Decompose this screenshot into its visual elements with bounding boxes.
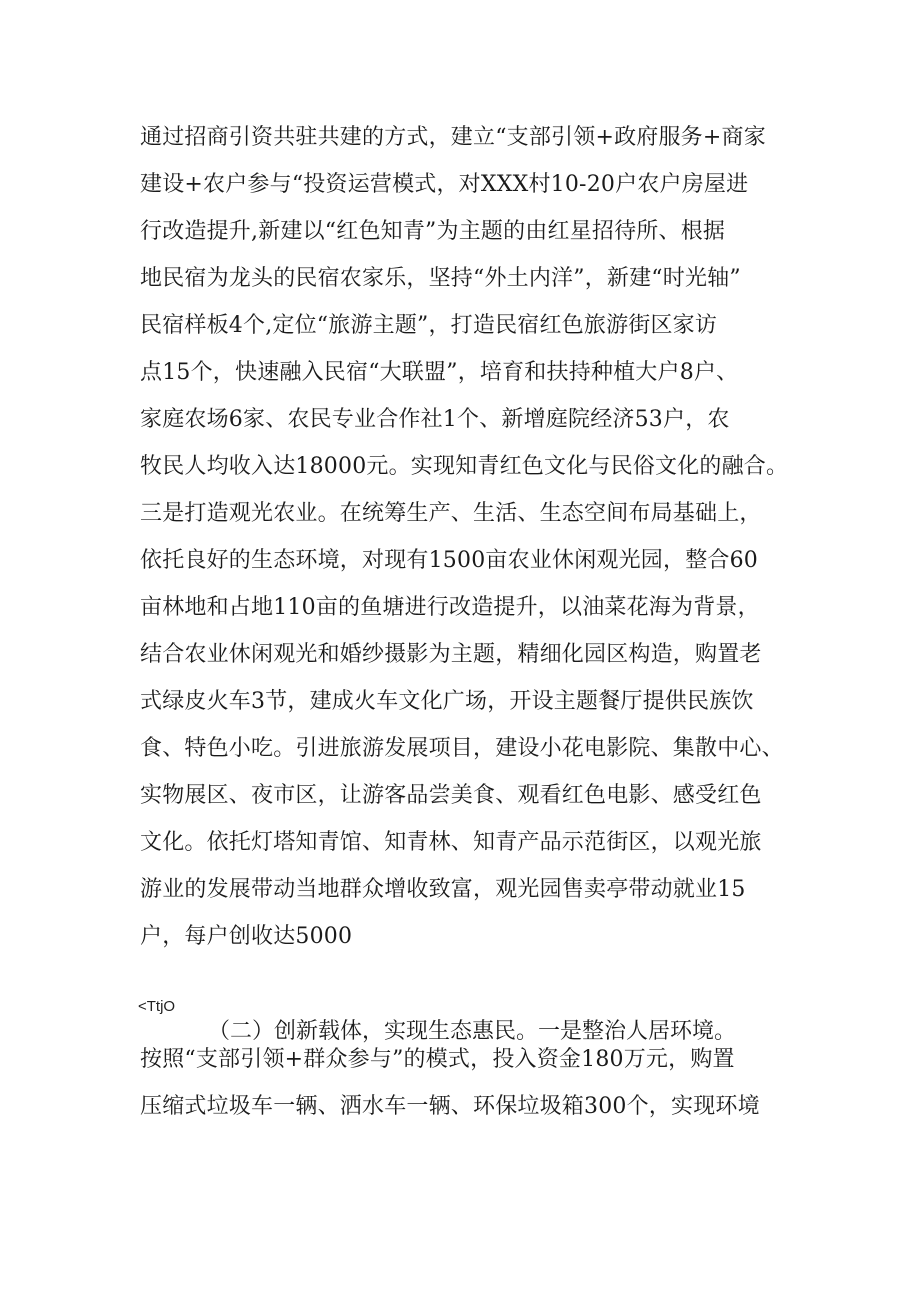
paragraph-body-2	[140, 1036, 790, 1130]
ocr-artifact-text: <TtjO	[138, 998, 176, 1015]
text-line: 食、特色小吃。引进旅游发展项目，建设小花电影院、集散中心、	[140, 736, 784, 761]
text-line: 实物展区、夜市区，让游客品尝美食、观看红色电影、感受红色	[140, 783, 762, 808]
paragraph-body	[140, 114, 790, 960]
text-line: 亩林地和占地110亩的鱼塘进行改造提升，以油菜花海为背景，	[140, 595, 760, 620]
text-line: 户，每户创收达5000	[140, 924, 353, 949]
text-line: 文化。依托灯塔知青馆、知青林、知青产品示范街区，以观光旅	[140, 830, 762, 855]
text-line: 压缩式垃圾车一辆、洒水车一辆、环保垃圾箱300个，实现环境	[140, 1094, 760, 1119]
text-line: 通过招商引资共驻共建的方式，建立“支部引领+政府服务+商家	[140, 125, 766, 150]
text-line: 点15个，快速融入民宿“大联盟”，培育和扶持种植大户8户、	[140, 360, 739, 385]
text-line: 行改造提升,新建以“红色知青”为主题的由红星招待所、根据	[140, 219, 726, 244]
text-line: 地民宿为龙头的民宿农家乐，坚持“外土内洋”，新建“时光轴”	[140, 266, 741, 291]
text-line: 三是打造观光农业。在统筹生产、生活、生态空间布局基础上，	[140, 501, 762, 526]
text-line: 结合农业休闲观光和婚纱摄影为主题，精细化园区构造，购置老	[140, 642, 762, 667]
text-line: 家庭农场6家、农民专业合作社1个、新增庭院经济53户，农	[140, 407, 730, 432]
text-line: 式绿皮火车3节，建成火车文化广场，开设主题餐厅提供民族饮	[140, 689, 754, 714]
text-line: 游业的发展带动当地群众增收致富，观光园售卖亭带动就业15	[140, 877, 746, 902]
text-line: 建设+农户参与“投资运营模式，对XXX村10-20户农户房屋进	[140, 172, 749, 197]
text-line: 牧民人均收入达18000元。实现知青红色文化与民俗文化的融合。	[140, 454, 789, 479]
text-line: 民宿样板4个,定位“旅游主题”，打造民宿红色旅游街区家访	[140, 313, 718, 338]
section-heading: （二）创新载体，实现生态惠民。一是整治人居环境。	[208, 1019, 737, 1044]
text-line: 依托良好的生态环境，对现有1500亩农业休闲观光园，整合60	[140, 548, 758, 573]
text-line: 按照“支部引领+群众参与”的模式，投入资金180万元，购置	[140, 1047, 735, 1072]
